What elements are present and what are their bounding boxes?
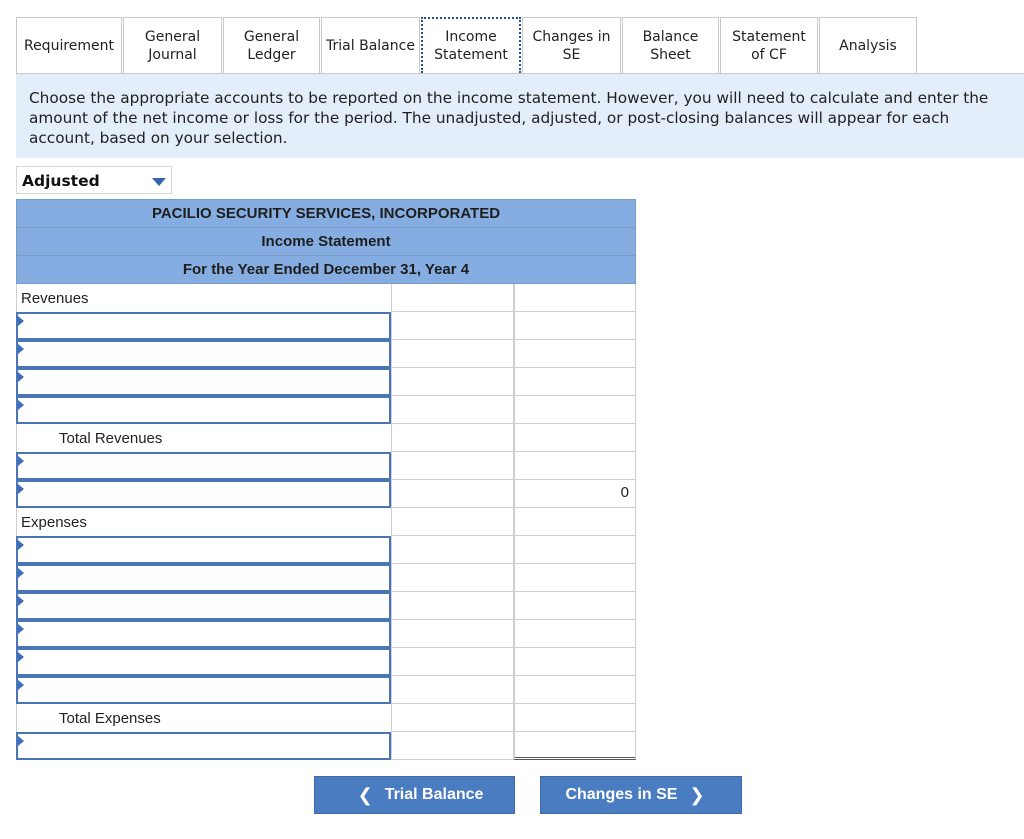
tab-requirement[interactable]: Requirement bbox=[16, 17, 122, 73]
statement-period: For the Year Ended December 31, Year 4 bbox=[16, 256, 636, 284]
total-input[interactable] bbox=[514, 564, 636, 592]
amount-input[interactable] bbox=[391, 620, 514, 648]
dropdown-marker-icon bbox=[18, 484, 24, 494]
table-row bbox=[16, 452, 636, 480]
balance-type-dropdown[interactable] bbox=[16, 166, 172, 194]
amount-input[interactable] bbox=[391, 452, 514, 480]
table-row bbox=[16, 620, 636, 648]
dropdown-marker-icon bbox=[18, 596, 24, 606]
dropdown-marker-icon bbox=[18, 316, 24, 326]
instruction-line-2: amount of the net income or loss for the period. The unadjusted, adjusted, or post-closing balances will appear for each bbox=[29, 109, 950, 127]
table-row bbox=[16, 396, 636, 424]
amount-input[interactable] bbox=[391, 536, 514, 564]
table-row bbox=[16, 732, 636, 760]
tab-changes-in-se[interactable]: Changes in SE bbox=[522, 17, 621, 73]
company-name: PACILIO SECURITY SERVICES, INCORPORATED bbox=[16, 199, 636, 228]
next-button-label: Changes in SE bbox=[565, 786, 678, 803]
expense-account-select[interactable] bbox=[16, 620, 391, 648]
next-changes-in-se-button[interactable] bbox=[540, 776, 742, 814]
account-select[interactable] bbox=[16, 480, 391, 508]
amount-input[interactable] bbox=[391, 732, 514, 760]
table-row bbox=[16, 704, 636, 732]
table-row bbox=[16, 648, 636, 676]
amount-input[interactable] bbox=[391, 368, 514, 396]
expense-account-select[interactable] bbox=[16, 648, 391, 676]
net-income-select[interactable] bbox=[16, 732, 391, 760]
total-revenues-label: Total Revenues bbox=[59, 430, 163, 447]
dropdown-marker-icon bbox=[18, 652, 24, 662]
total-input[interactable] bbox=[514, 592, 636, 620]
dropdown-marker-icon bbox=[18, 400, 24, 410]
net-income-input[interactable] bbox=[514, 732, 636, 760]
amount-input[interactable] bbox=[391, 564, 514, 592]
instruction-line-1: Choose the appropriate accounts to be reported on the income statement. However, you will need to calculate and enter the bbox=[29, 89, 989, 107]
prev-button-label: Trial Balance bbox=[384, 786, 484, 803]
amount-input[interactable] bbox=[391, 396, 514, 424]
statement-title: Income Statement bbox=[16, 228, 636, 256]
dropdown-marker-icon bbox=[18, 456, 24, 466]
total-input[interactable] bbox=[514, 648, 636, 676]
table-row bbox=[16, 564, 636, 592]
dropdown-marker-icon bbox=[18, 344, 24, 354]
total-input[interactable] bbox=[514, 452, 636, 480]
total-input[interactable] bbox=[514, 424, 636, 452]
tab-statement-of-cf[interactable]: Statement of CF bbox=[720, 17, 818, 73]
amount-input[interactable] bbox=[391, 340, 514, 368]
expense-account-select[interactable] bbox=[16, 676, 391, 704]
instruction-line-3: account, based on your selection. bbox=[29, 129, 288, 147]
total-input[interactable] bbox=[514, 284, 636, 312]
revenue-account-select[interactable] bbox=[16, 396, 391, 424]
amount-input[interactable] bbox=[391, 312, 514, 340]
income-statement-table bbox=[16, 199, 636, 760]
table-row bbox=[16, 480, 636, 508]
amount-input[interactable] bbox=[391, 704, 514, 732]
tab-balance-sheet[interactable]: Balance Sheet bbox=[622, 17, 719, 73]
table-row bbox=[16, 312, 636, 340]
table-row bbox=[16, 424, 636, 452]
revenue-account-select[interactable] bbox=[16, 340, 391, 368]
table-row bbox=[16, 592, 636, 620]
table-row bbox=[16, 340, 636, 368]
dropdown-marker-icon bbox=[18, 372, 24, 382]
table-row bbox=[16, 368, 636, 396]
table-row bbox=[16, 508, 636, 536]
instruction-banner bbox=[16, 74, 1024, 158]
amount-input[interactable] bbox=[391, 424, 514, 452]
dropdown-marker-icon bbox=[18, 568, 24, 578]
table-row bbox=[16, 536, 636, 564]
total-input[interactable] bbox=[514, 676, 636, 704]
account-select[interactable] bbox=[16, 452, 391, 480]
total-input[interactable] bbox=[514, 312, 636, 340]
dropdown-marker-icon bbox=[18, 736, 24, 746]
dropdown-marker-icon bbox=[18, 680, 24, 690]
expense-account-select[interactable] bbox=[16, 592, 391, 620]
expense-account-select[interactable] bbox=[16, 536, 391, 564]
balance-type-value: Adjusted bbox=[22, 172, 100, 190]
expense-account-select[interactable] bbox=[16, 564, 391, 592]
total-input[interactable] bbox=[514, 340, 636, 368]
total-input[interactable] bbox=[514, 536, 636, 564]
chevron-left-icon: ❮ bbox=[357, 784, 373, 805]
amount-input[interactable] bbox=[391, 648, 514, 676]
total-input[interactable] bbox=[514, 704, 636, 732]
table-row bbox=[16, 284, 636, 312]
dropdown-marker-icon bbox=[18, 624, 24, 634]
amount-input[interactable] bbox=[391, 284, 514, 312]
tab-trial-balance[interactable]: Trial Balance bbox=[321, 17, 420, 73]
dropdown-marker-icon bbox=[18, 540, 24, 550]
revenues-label: Revenues bbox=[21, 290, 89, 307]
total-input[interactable] bbox=[514, 508, 636, 536]
total-input[interactable] bbox=[514, 620, 636, 648]
amount-input[interactable] bbox=[391, 508, 514, 536]
chevron-down-icon[interactable] bbox=[152, 178, 166, 186]
revenue-account-select[interactable] bbox=[16, 368, 391, 396]
tab-general-journal[interactable]: General Journal bbox=[123, 17, 222, 73]
tab-analysis[interactable]: Analysis bbox=[819, 17, 917, 73]
amount-input[interactable] bbox=[391, 676, 514, 704]
tab-general-ledger[interactable]: General Ledger bbox=[223, 17, 320, 73]
total-input[interactable] bbox=[514, 396, 636, 424]
total-revenues-value[interactable]: 0 bbox=[514, 480, 636, 508]
tab-income-statement[interactable]: Income Statement bbox=[421, 17, 521, 73]
revenue-account-select[interactable] bbox=[16, 312, 391, 340]
total-input[interactable] bbox=[514, 368, 636, 396]
amount-input[interactable] bbox=[391, 480, 514, 508]
prev-trial-balance-button[interactable] bbox=[314, 776, 515, 814]
total-expenses-label: Total Expenses bbox=[59, 710, 161, 727]
chevron-right-icon: ❯ bbox=[689, 784, 705, 805]
table-row bbox=[16, 676, 636, 704]
amount-input[interactable] bbox=[391, 592, 514, 620]
expenses-label: Expenses bbox=[21, 514, 87, 531]
